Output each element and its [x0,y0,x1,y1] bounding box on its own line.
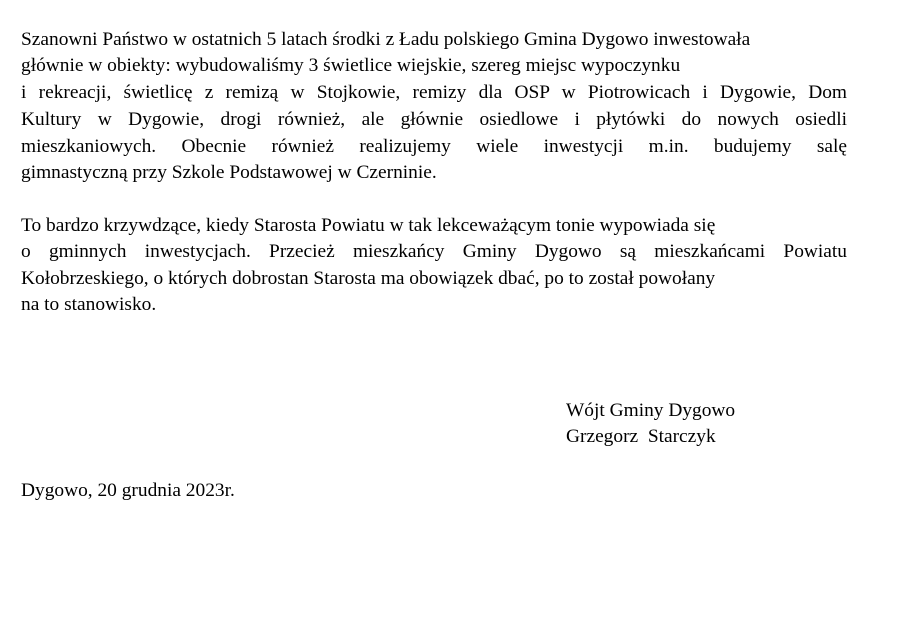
paragraph-1-line: gimnastyczną przy Szkole Podstawowej w Czerninie. [21,162,437,183]
paragraph-1-line: głównie w obiekty: wybudowaliśmy 3 świetlice wiejskie, szereg miejsc wypoczynku [21,55,681,76]
paragraph-2-line: na to stanowisko. [21,294,157,315]
paragraph-2-line: o gminnych inwestycjach. Przecież mieszkańcy Gminy Dygowo są mieszkańcami Powiatu [21,241,847,262]
paragraph-1-line: Szanowni Państwo w ostatnich 5 latach środki z Ładu polskiego Gmina Dygowo inwestowała [21,29,751,50]
paragraph-1-line: mieszkaniowych. Obecnie również realizujemy wiele inwestycji m.in. budujemy salę [21,136,847,157]
signature-name: Grzegorz Starczyk [566,426,716,447]
paragraph-1-line: Kultury w Dygowie, drogi również, ale głównie osiedlowe i płytówki do nowych osiedli [21,109,847,130]
paragraph-1-line: i rekreacji, świetlicę z remizą w Stojkowie, remizy dla OSP w Piotrowicach i Dygowie, Dom [21,82,847,103]
paragraph-2-line: To bardzo krzywdzące, kiedy Starosta Powiatu w tak lekceważącym tonie wypowiada się [21,215,716,236]
place-and-date: Dygowo, 20 grudnia 2023r. [21,480,235,501]
paragraph-2-line: Kołobrzeskiego, o których dobrostan Starosta ma obowiązek dbać, po to został powołany [21,268,716,289]
signature-title: Wójt Gminy Dygowo [566,400,736,421]
